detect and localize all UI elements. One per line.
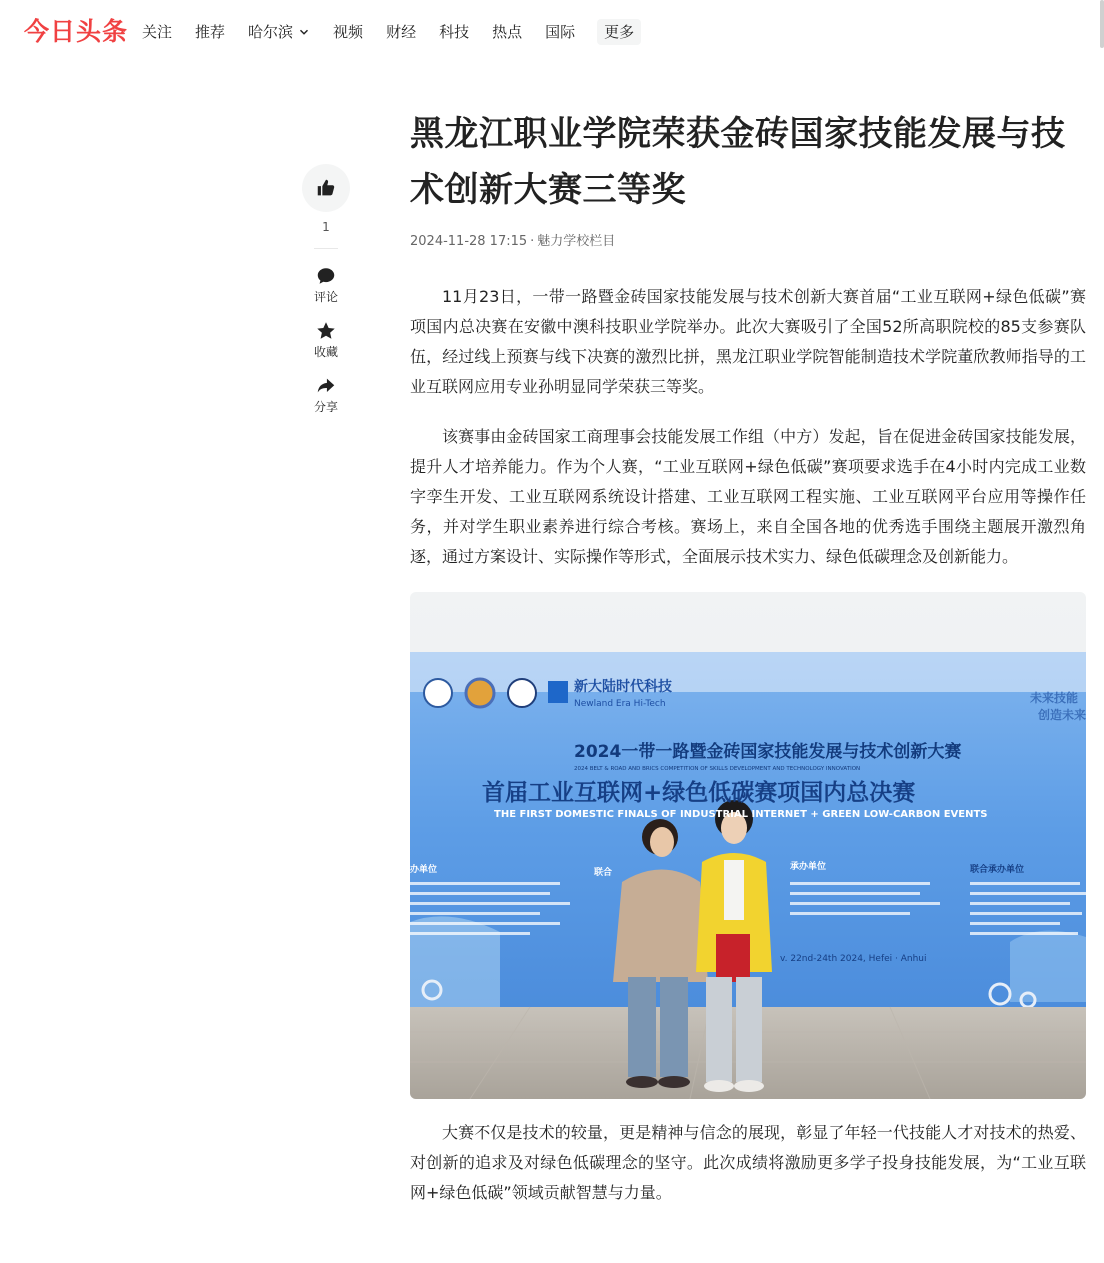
banner-brand: 新大陆时代科技 bbox=[574, 679, 672, 695]
article-paragraph: 该赛事由金砖国家工商理事会技能发展工作组（中方）发起，旨在促进金砖国家技能发展，提升人才培养能力。作为个人赛，“工业互联网+绿色低碳”赛项要求选手在4小时内完成工业数字孪生开发、工业互联网系统设计搭建、工业互联网工程实施、工业互联网平台应用等操作任务，并对学生职业素养进行综合考核。赛场上，来自全国各地的优秀选手围绕主题展开激烈角逐，通过方案设计、实际操作等形式，全面展示技术实力、绿色低碳理念及创新能力。 bbox=[410, 427, 1086, 566]
article-photo[interactable] bbox=[410, 592, 1086, 1099]
favorite-label: 收藏 bbox=[313, 345, 338, 359]
banner-subtitle-en: THE FIRST DOMESTIC FINALS OF INDUSTRIAL INTERNET + GREEN LOW-CARBON EVENTS bbox=[494, 809, 988, 820]
article-content bbox=[410, 106, 1086, 1208]
meta-separator: · bbox=[530, 234, 535, 249]
channel-nav bbox=[141, 19, 662, 45]
like-button[interactable] bbox=[302, 164, 350, 212]
nav-item-hot[interactable]: 热点 bbox=[492, 23, 523, 41]
share-button[interactable] bbox=[314, 375, 338, 415]
top-navigation-bar bbox=[0, 0, 1104, 64]
comment-button[interactable] bbox=[314, 265, 338, 305]
article-meta bbox=[410, 232, 1086, 252]
page-scrollbar[interactable] bbox=[1100, 0, 1104, 48]
article-paragraph: 大赛不仅是技术的较量，更是精神与信念的展现，彰显了年轻一代技能人才对技术的热爱、对创新的追求及对绿色低碳理念的坚守。此次成绩将激励更多学子投身技能发展，为“工业互联网+绿色低碳”领域贡献智慧与力量。 bbox=[410, 1123, 1086, 1202]
banner-title: 2024一带一路暨金砖国家技能发展与技术创新大赛 bbox=[574, 742, 962, 762]
nav-item-city[interactable] bbox=[247, 19, 311, 45]
banner-host-label: 办单位 bbox=[410, 865, 438, 875]
nav-item-video[interactable]: 视频 bbox=[333, 23, 364, 41]
star-icon bbox=[315, 320, 337, 342]
banner-organizer-label: 承办单位 bbox=[790, 862, 827, 872]
banner-title-en: 2024 BELT & ROAD AND BRICS COMPETITION OF SKILLS DEVELOPMENT AND TECHNOLOGY INNOVATION bbox=[574, 766, 861, 772]
favorite-button[interactable] bbox=[314, 320, 338, 360]
publish-time: 2024-11-28 17:15 bbox=[410, 234, 528, 249]
banner-brand-en: Newland Era Hi-Tech bbox=[574, 699, 666, 709]
comment-label: 评论 bbox=[313, 290, 338, 304]
nav-item-recommend[interactable]: 推荐 bbox=[195, 23, 226, 41]
nav-item-follow[interactable]: 关注 bbox=[142, 23, 173, 41]
banner-slogan-2: 创造未来 bbox=[1038, 708, 1086, 722]
nav-item-tech[interactable]: 科技 bbox=[439, 23, 470, 41]
nav-more-button[interactable]: 更多 bbox=[597, 19, 641, 45]
banner-date: v. 22nd-24th 2024, Hefei · Anhui bbox=[780, 954, 927, 964]
like-count: 1 bbox=[322, 220, 330, 234]
competition-photo bbox=[410, 592, 1086, 1099]
article-source[interactable]: 魅力学校栏目 bbox=[537, 234, 616, 249]
article-action-bar bbox=[300, 164, 352, 430]
article-paragraph: 11月23日，一带一路暨金砖国家技能发展与技术创新大赛首届“工业互联网+绿色低碳”赛项国内总决赛在安徽中澳科技职业学院举办。此次大赛吸引了全国52所高职院校的85支参赛队伍，经过线上预赛与线下决赛的激烈比拼，黑龙江职业学院智能制造技术学院董欣教师指导的工业互联网应用专业孙明显同学荣获三等奖。 bbox=[410, 287, 1086, 396]
comment-icon bbox=[315, 265, 337, 287]
thumbs-up-icon bbox=[315, 177, 337, 199]
banner-slogan-1: 未来技能 bbox=[1030, 691, 1079, 705]
banner-coorganizer-label: 联合承办单位 bbox=[970, 865, 1025, 875]
share-label: 分享 bbox=[313, 400, 338, 414]
article-title: 黑龙江职业学院荣获金砖国家技能发展与技术创新大赛三等奖 bbox=[410, 114, 1066, 210]
nav-item-international[interactable]: 国际 bbox=[545, 23, 576, 41]
banner-joint-label: 联合 bbox=[594, 868, 613, 878]
share-arrow-icon bbox=[315, 375, 337, 397]
action-divider bbox=[314, 248, 338, 249]
nav-item-finance[interactable]: 财经 bbox=[386, 23, 417, 41]
nav-item-city-label: 哈尔滨 bbox=[248, 23, 294, 41]
banner-subtitle: 首届工业互联网+绿色低碳赛项国内总决赛 bbox=[482, 780, 916, 806]
toutiao-logo[interactable]: 今日头条 bbox=[24, 17, 129, 46]
chevron-down-icon bbox=[298, 26, 310, 38]
